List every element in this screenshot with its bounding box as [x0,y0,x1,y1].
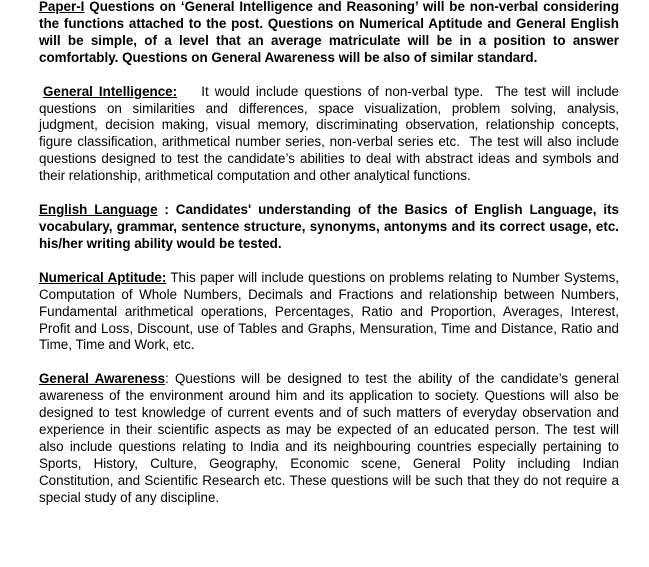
general-awareness-text: : Questions will be designed to test the ability of the candidate’s general awareness of the environment around him and its application to society. Questions will also be designed to test knowledge of current events and of such matters of everyday observation and experience in their scientific aspects as may be expected of an educated person. The test will also include questions relating to India and its neighbouring countries especially pertaining to Sports, History, Culture, Geography, Economic scene, General Polity including Indian Constitution, and Scientific Research etc. These questions will be such that they do not require a special study of any discipline. [39,371,620,505]
paragraph-gap [39,253,619,270]
paragraph-gap [39,354,619,371]
general-awareness-heading: General Awareness [39,371,166,387]
general-intelligence-text: It would include questions of non-verbal type. The test will include questions on similarities and differences, space visualization, problem solving, analysis, judgment, decision making, visual memory, discriminating observation, relationship concepts, figure classification, arithmetical number series, non-verbal series etc. The test will also include questions designed to test the candidate’s abilities to deal with abstract ideas and symbols and their relationship, arithmetical computation and other analytical functions. [39,83,623,184]
paper1-text: Questions on ‘General Intelligence and Reasoning’ will be non-verbal considering the functions attached to the post. Questions on Numerical Aptitude and General English will be simple, of a level that an average matriculate will be in a position to answer comfortably. Questions on General Awareness will be also of similar standard. [39,0,619,65]
english-language-paragraph [39,202,619,253]
general-awareness-paragraph [39,371,619,506]
numerical-aptitude-heading: Numerical Aptitude: [39,269,167,285]
paragraph-gap [39,185,619,202]
general-intelligence-heading: General Intelligence: [43,83,178,99]
syllabus-document [39,0,623,507]
paper1-heading: Paper-I [39,0,85,14]
paragraph-gap [39,67,619,84]
paper1-paragraph [39,0,619,67]
english-language-text: : Candidates' understanding of the Basics of English Language, its vocabulary, grammar, sentence structure, synonyms, antonyms and its correct usage, etc. his/her writing ability would be tested. [39,202,619,251]
english-language-heading: English Language [39,202,158,218]
general-intelligence-paragraph [39,83,623,185]
numerical-aptitude-paragraph [39,270,619,355]
numerical-aptitude-text: This paper will include questions on problems relating to Number Systems, Computation of Whole Numbers, Decimals and Fractions and relationship between Numbers, Fundamental arithmetical operations, Percentages, Ratio and Proportion, Averages, Interest, Profit and Loss, Discount, use of Tables and Graphs, Mensuration, Time and Distance, Ratio and Time, Time and Work, etc. [39,269,619,353]
